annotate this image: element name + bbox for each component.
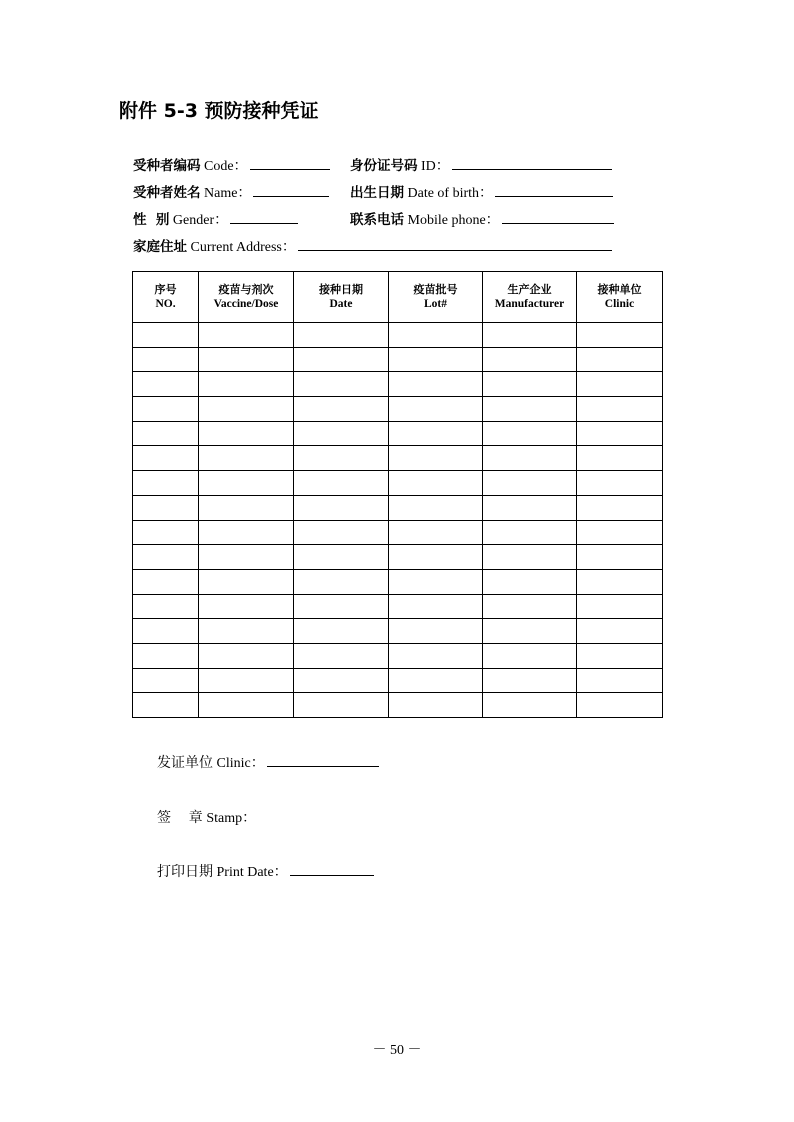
header-vaccine-dose [199, 272, 294, 323]
table-cell[interactable] [133, 643, 199, 668]
table-cell[interactable] [133, 545, 199, 570]
table-cell[interactable] [199, 446, 294, 471]
id-blank[interactable] [452, 155, 612, 170]
gender-field [133, 209, 298, 230]
table-cell[interactable] [389, 471, 483, 496]
table-cell[interactable] [294, 545, 389, 570]
address-field [133, 236, 612, 257]
table-cell[interactable] [577, 668, 663, 693]
table-cell[interactable] [199, 372, 294, 397]
document-title: 附件 5-3 预防接种凭证 [119, 100, 319, 122]
header-lot-en: Lot# [424, 298, 447, 310]
table-cell[interactable] [199, 471, 294, 496]
table-cell[interactable] [577, 520, 663, 545]
table-cell[interactable] [389, 693, 483, 718]
table-cell[interactable] [577, 446, 663, 471]
table-cell[interactable] [577, 569, 663, 594]
table-cell[interactable] [199, 323, 294, 348]
table-cell[interactable] [389, 323, 483, 348]
table-cell[interactable] [389, 619, 483, 644]
table-cell[interactable] [483, 545, 577, 570]
name-label-zh: 受种者姓名 [133, 185, 201, 201]
table-cell[interactable] [389, 520, 483, 545]
table-cell[interactable] [294, 397, 389, 422]
table-row [133, 471, 663, 496]
table-row [133, 569, 663, 594]
table-cell[interactable] [294, 446, 389, 471]
table-cell[interactable] [483, 495, 577, 520]
table-cell[interactable] [294, 471, 389, 496]
table-cell[interactable] [483, 347, 577, 372]
table-cell[interactable] [294, 569, 389, 594]
code-label-zh: 受种者编码 [133, 158, 201, 174]
table-cell[interactable] [199, 545, 294, 570]
code-label-en: Code： [200, 159, 248, 174]
id-field [350, 155, 612, 176]
vaccination-record-table [132, 271, 663, 718]
table-cell[interactable] [577, 372, 663, 397]
name-field [133, 182, 329, 203]
header-vaccine-dose-zh: 疫苗与剂次 [218, 283, 274, 296]
header-no-en: NO. [155, 298, 176, 310]
table-cell[interactable] [133, 372, 199, 397]
table-cell[interactable] [199, 347, 294, 372]
birth-label-zh: 出生日期 [350, 185, 404, 201]
phone-blank[interactable] [502, 209, 614, 224]
issuing-clinic-label-zh: 发证单位 [157, 755, 213, 771]
table-cell[interactable] [483, 594, 577, 619]
table-header-row [133, 272, 663, 323]
table-cell[interactable] [483, 323, 577, 348]
header-manufacturer-zh: 生产企业 [507, 283, 552, 296]
gender-label-en: Gender： [169, 213, 229, 228]
table-cell[interactable] [483, 421, 577, 446]
table-row [133, 421, 663, 446]
table-cell[interactable] [294, 643, 389, 668]
table-cell[interactable] [294, 594, 389, 619]
issuing-clinic-label-en: Clinic： [213, 756, 265, 771]
table-row [133, 372, 663, 397]
header-lot [389, 272, 483, 323]
address-blank[interactable] [298, 236, 612, 251]
table-row [133, 347, 663, 372]
table-cell[interactable] [577, 643, 663, 668]
birth-label-en: Date of birth： [404, 186, 494, 201]
header-vaccine-dose-en: Vaccine/Dose [213, 298, 279, 310]
header-manufacturer-en: Manufacturer [494, 298, 565, 310]
address-label-en: Current Address： [187, 240, 296, 255]
table-cell[interactable] [294, 619, 389, 644]
table-cell[interactable] [389, 545, 483, 570]
name-label-en: Name： [200, 186, 252, 201]
table-cell[interactable] [577, 545, 663, 570]
table-cell[interactable] [577, 471, 663, 496]
name-blank[interactable] [253, 182, 329, 197]
table-cell[interactable] [389, 421, 483, 446]
stamp-label-zh: 签 章 [157, 810, 203, 826]
issuing-clinic-blank[interactable] [267, 752, 379, 767]
table-cell[interactable] [133, 495, 199, 520]
table-cell[interactable] [389, 446, 483, 471]
table-cell[interactable] [389, 347, 483, 372]
table-cell[interactable] [133, 619, 199, 644]
table-cell[interactable] [577, 347, 663, 372]
table-cell[interactable] [133, 446, 199, 471]
table-cell[interactable] [483, 372, 577, 397]
header-lot-zh: 疫苗批号 [413, 283, 458, 296]
page-number: － 50 － [372, 1043, 422, 1058]
table-cell[interactable] [389, 668, 483, 693]
code-blank[interactable] [250, 155, 330, 170]
table-cell[interactable] [199, 520, 294, 545]
phone-label-zh: 联系电话 [350, 212, 404, 228]
table-cell[interactable] [483, 569, 577, 594]
table-cell[interactable] [577, 397, 663, 422]
table-cell[interactable] [294, 520, 389, 545]
table-cell[interactable] [483, 619, 577, 644]
table-cell[interactable] [483, 693, 577, 718]
header-date-zh: 接种日期 [319, 283, 363, 296]
header-no-zh: 序号 [154, 283, 177, 296]
table-cell[interactable] [294, 495, 389, 520]
table-cell[interactable] [199, 594, 294, 619]
id-label-zh: 身份证号码 [350, 158, 418, 174]
table-cell[interactable] [133, 323, 199, 348]
table-cell[interactable] [199, 619, 294, 644]
table-cell[interactable] [483, 471, 577, 496]
table-cell[interactable] [577, 693, 663, 718]
issuing-clinic-field [157, 752, 379, 772]
header-date-en: Date [329, 298, 353, 310]
table-cell[interactable] [133, 421, 199, 446]
table-cell[interactable] [294, 323, 389, 348]
gender-blank[interactable] [230, 209, 298, 224]
table-cell[interactable] [133, 471, 199, 496]
table-cell[interactable] [199, 495, 294, 520]
table-cell[interactable] [133, 693, 199, 718]
print-date-blank[interactable] [290, 861, 374, 876]
table-cell[interactable] [294, 372, 389, 397]
table-cell[interactable] [483, 520, 577, 545]
table-cell[interactable] [577, 421, 663, 446]
table-row [133, 495, 663, 520]
table-row [133, 668, 663, 693]
table-row [133, 397, 663, 422]
table-cell[interactable] [483, 446, 577, 471]
table-cell[interactable] [483, 643, 577, 668]
table-cell[interactable] [133, 594, 199, 619]
table-row [133, 693, 663, 718]
address-label-zh: 家庭住址 [133, 239, 187, 255]
table-cell[interactable] [294, 421, 389, 446]
table-cell[interactable] [199, 693, 294, 718]
stamp-field [157, 807, 256, 827]
table-cell[interactable] [577, 323, 663, 348]
header-no [133, 272, 199, 323]
table-cell[interactable] [577, 594, 663, 619]
table-cell[interactable] [199, 643, 294, 668]
table-cell[interactable] [199, 397, 294, 422]
table-row [133, 594, 663, 619]
birth-field [350, 182, 613, 203]
table-cell[interactable] [199, 668, 294, 693]
table-cell[interactable] [294, 347, 389, 372]
header-manufacturer [483, 272, 577, 323]
table-cell[interactable] [133, 569, 199, 594]
table-cell[interactable] [389, 569, 483, 594]
gender-label-zh: 性 别 [133, 212, 170, 228]
stamp-label-en: Stamp： [202, 811, 257, 826]
birth-blank[interactable] [495, 182, 613, 197]
code-field [133, 155, 330, 176]
table-cell[interactable] [483, 668, 577, 693]
table-cell[interactable] [389, 372, 483, 397]
table-row [133, 323, 663, 348]
table-cell[interactable] [577, 619, 663, 644]
table-cell[interactable] [389, 495, 483, 520]
table-cell[interactable] [199, 421, 294, 446]
print-date-label-zh: 打印日期 [157, 864, 213, 880]
header-clinic-en: Clinic [604, 298, 635, 310]
table-row [133, 520, 663, 545]
table-row [133, 643, 663, 668]
table-cell[interactable] [199, 569, 294, 594]
table-cell[interactable] [389, 594, 483, 619]
table-cell[interactable] [294, 668, 389, 693]
header-date [294, 272, 389, 323]
header-clinic [577, 272, 663, 323]
table-cell[interactable] [133, 347, 199, 372]
phone-field [350, 209, 614, 230]
table-row [133, 619, 663, 644]
table-row [133, 446, 663, 471]
table-cell[interactable] [133, 397, 199, 422]
table-cell[interactable] [294, 693, 389, 718]
id-label-en: ID： [417, 159, 450, 174]
table-cell[interactable] [389, 397, 483, 422]
print-date-field [157, 861, 374, 881]
table-row [133, 545, 663, 570]
header-clinic-zh: 接种单位 [597, 283, 642, 296]
table-cell[interactable] [577, 495, 663, 520]
phone-label-en: Mobile phone： [404, 213, 500, 228]
table-cell[interactable] [389, 643, 483, 668]
table-cell[interactable] [133, 668, 199, 693]
table-cell[interactable] [483, 397, 577, 422]
table-cell[interactable] [133, 520, 199, 545]
print-date-label-en: Print Date： [213, 865, 288, 880]
